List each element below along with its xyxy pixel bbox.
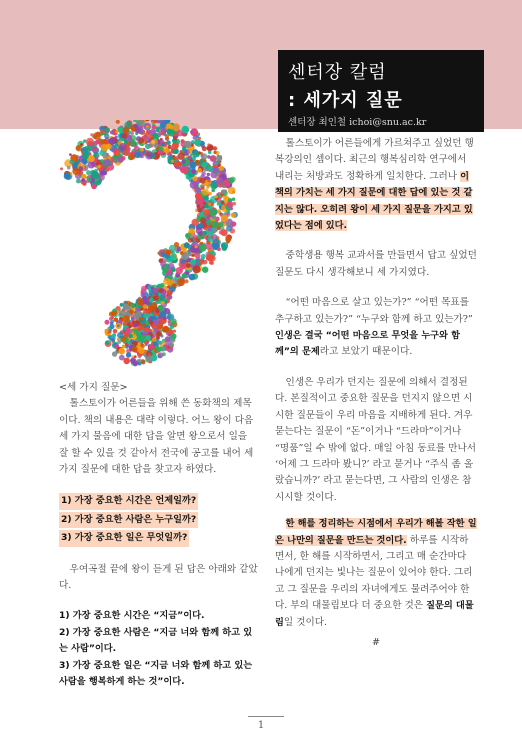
decorative-dot [145, 300, 150, 305]
decorative-dot [140, 335, 147, 342]
decorative-dot [134, 355, 137, 358]
book-caption: <세 가지 질문> [59, 382, 128, 393]
column-title-line2: : 세가지 질문 [288, 90, 403, 111]
decorative-dot [134, 124, 138, 128]
decorative-dot [158, 341, 162, 345]
decorative-dot [210, 235, 213, 238]
decorative-dot [116, 120, 120, 124]
decorative-dot [105, 329, 109, 333]
decorative-dot [146, 327, 150, 331]
decorative-dot [97, 174, 101, 178]
decorative-dot [168, 270, 172, 274]
decorative-dot [196, 227, 203, 234]
decorative-dot [210, 155, 217, 162]
decorative-dot [171, 253, 177, 259]
decorative-dot [117, 324, 120, 327]
decorative-dot [167, 129, 173, 135]
decorative-dot [129, 153, 136, 160]
decorative-dot [146, 309, 150, 313]
decorative-dot [152, 125, 157, 130]
decorative-dot [160, 128, 165, 133]
decorative-dot [134, 152, 140, 158]
decorative-dot [200, 178, 206, 184]
decorative-dot [105, 128, 110, 133]
decorative-dot [115, 343, 119, 347]
answer-3: 3) 가장 중요한 일은 “지금 너와 함께 하고 있는 사람을 행복하게 하는 것”이다. [59, 659, 253, 688]
decorative-dot [140, 148, 144, 152]
decorative-dot [112, 333, 116, 337]
decorative-dot [214, 240, 218, 244]
decorative-dot [215, 163, 218, 166]
decorative-dot [64, 172, 71, 179]
decorative-dot [137, 299, 144, 306]
column-title-box [278, 50, 484, 132]
decorative-dot [169, 342, 175, 348]
decorative-dot [225, 237, 231, 243]
decorative-dot [149, 344, 155, 350]
decorative-dot [119, 143, 127, 151]
decorative-dot [187, 156, 192, 161]
decorative-dot [127, 341, 130, 344]
paragraph-4: 인생은 우리가 던지는 질문에 의해서 결정된다. 본질적이고 중요한 질문을 던지지 않으면 시시한 질문들이 우리 마음을 지배하게 된다. 겨우 묻는다는 질문이 “돈”이거나 “드라마”이거나 “명품”일 수 밖에 없다. 매일 아침 동료를 만나서 ‘어제 그 드라마 봤니?’ 라고 묻거나 “주식 좀 올랐습니까?’ 라고 묻는다면, 그 사람의 인생은 참 시시할 것이다. [275, 376, 477, 503]
decorative-dot [143, 312, 150, 319]
decorative-dot [197, 168, 202, 173]
decorative-dot [123, 358, 130, 365]
decorative-dot [201, 186, 204, 189]
right-column [275, 136, 477, 651]
decorative-dot [160, 261, 166, 267]
decorative-dot [208, 227, 212, 231]
decorative-dot [140, 326, 144, 330]
question-3-text: 3) 가장 중요한 일은 무엇일까? [59, 530, 189, 546]
decorative-dot [174, 242, 179, 247]
decorative-dot [96, 140, 100, 144]
question-mark-dot-dots [105, 298, 178, 366]
decorative-dot [190, 181, 198, 189]
decorative-dot [173, 330, 176, 333]
page-number: 1 [257, 720, 265, 731]
paragraph-5-bold: 질문의 대물림 [275, 600, 474, 628]
decorative-dot [122, 133, 128, 139]
decorative-dot [122, 345, 126, 349]
decorative-dot [174, 133, 178, 137]
decorative-dot [221, 190, 226, 195]
decorative-dot [130, 358, 136, 364]
decorative-dot [195, 253, 201, 259]
answer-1: 1) 가장 중요한 시간은 “지금”이다. [59, 610, 205, 622]
decorative-dot [124, 139, 128, 143]
decorative-dot [184, 141, 191, 148]
decorative-dot [217, 247, 221, 251]
decorative-dot [180, 263, 186, 269]
decorative-dot [218, 222, 224, 228]
decorative-dot [189, 274, 196, 281]
paragraph-5-text: 하루를 시작하면서, 한 해를 시작하면서, 그리고 매 순간마다 나에게 던지는 빛나는 질문이 있어야 한다. 그리고 그 질문을 우리의 자녀에게도 물려주어야 한다. 부의 대물림보다 더 중요한 것은 [275, 534, 473, 612]
decorative-dot [231, 212, 236, 217]
decorative-dot [107, 340, 110, 343]
decorative-dot [195, 193, 202, 200]
decorative-dot [186, 272, 189, 275]
decorative-dot [82, 152, 89, 159]
decorative-dot [86, 170, 91, 175]
decorative-dot [146, 356, 153, 363]
decorative-dot [193, 265, 201, 273]
paragraph-3-text: “어떤 마음으로 살고 있는가?” “어떤 목표를 추구하고 있는가?” “누구와 함께 하고 있는가?” [275, 297, 473, 325]
decorative-dot [160, 309, 163, 312]
paragraph-1-text: 톨스토이가 어른들에게 가르쳐주고 싶었던 행복강의인 셈이다. 최근의 행복심리학 연구에서 내리는 처방과도 정확하게 일치한다. 그러나 [275, 138, 474, 182]
decorative-dot [103, 171, 108, 176]
decorative-dot [100, 159, 104, 163]
decorative-dot [206, 254, 214, 262]
decorative-dot [154, 319, 159, 324]
decorative-dot [215, 172, 218, 175]
left-column [59, 380, 259, 691]
decorative-dot [145, 152, 153, 160]
decorative-dot [86, 138, 94, 146]
decorative-dot [129, 334, 133, 338]
decorative-dot [211, 209, 217, 215]
decorative-dot [222, 245, 228, 251]
decorative-dot [190, 130, 193, 133]
decorative-dot [207, 173, 210, 176]
decorative-dot [155, 315, 158, 318]
paragraph-2: 중학생용 행복 교과서를 만들면서 답고 싶었던 질문도 다시 생각해보니 세 가지였다. [275, 250, 477, 278]
decorative-dot [140, 308, 143, 311]
decorative-dot [177, 153, 184, 160]
decorative-dot [217, 209, 221, 213]
intro-paragraph: 톨스토이가 어른들을 위해 쓴 동화책의 제목이다. 책의 내용은 대략 이렇다. 어느 왕이 다음 세 가지 물음에 대한 답을 알면 왕으로서 일을 잘 할 수 있을 것 같아서 전국에 공고를 내어 세 가지 질문에 대한 답을 찾고자 하였다. [59, 398, 254, 476]
decorative-dot [168, 152, 172, 156]
decorative-dot [152, 337, 157, 342]
decorative-dot [126, 352, 131, 357]
decorative-dot [199, 244, 207, 252]
question-2 [59, 511, 259, 529]
decorative-dot [184, 242, 189, 247]
decorative-dot [196, 136, 199, 139]
decorative-dot [172, 142, 179, 149]
decorative-dot [110, 319, 114, 323]
story-paragraph: 우여곡절 끝에 왕이 듣게 된 답은 아래와 같았다. [59, 563, 258, 592]
decorative-dot [193, 151, 199, 157]
decorative-dot [166, 140, 171, 145]
decorative-dot [156, 346, 162, 352]
decorative-dot [204, 204, 209, 209]
decorative-dot [216, 155, 222, 161]
decorative-dot [120, 303, 124, 307]
decorative-dot [83, 139, 86, 142]
decorative-dot [118, 348, 125, 355]
decorative-dot [171, 333, 177, 339]
decorative-dot [207, 143, 210, 146]
decorative-dot [79, 166, 83, 170]
decorative-dot [114, 149, 121, 156]
decorative-dot [174, 160, 181, 167]
decorative-dot [89, 145, 93, 149]
footer-rule [248, 716, 284, 717]
decorative-dot [69, 160, 73, 164]
decorative-dot [125, 328, 130, 333]
decorative-dot [150, 302, 157, 309]
decorative-dot [138, 342, 141, 345]
decorative-dot [122, 127, 129, 134]
decorative-dot [160, 283, 165, 288]
decorative-dot [223, 180, 231, 188]
decorative-dot [171, 318, 177, 324]
decorative-dot [211, 189, 215, 193]
decorative-dot [208, 151, 212, 155]
question-2-text: 2) 가장 중요한 사람은 누구일까? [59, 512, 198, 528]
decorative-dot [172, 124, 180, 132]
decorative-dot [190, 162, 197, 169]
decorative-dot [177, 279, 185, 287]
decorative-dot [207, 179, 210, 182]
end-mark: # [371, 636, 381, 648]
decorative-dot [206, 186, 209, 189]
decorative-dot [119, 317, 122, 320]
decorative-dot [213, 146, 217, 150]
decorative-dot [228, 187, 236, 195]
decorative-dot [138, 359, 142, 363]
paragraph-3 [275, 295, 477, 361]
decorative-dot [92, 147, 97, 152]
decorative-dot [154, 329, 158, 333]
decorative-dot [146, 335, 150, 339]
decorative-dot [180, 251, 184, 255]
decorative-dot [162, 326, 169, 333]
decorative-dot [198, 208, 203, 213]
decorative-dot [203, 209, 210, 216]
decorative-dot [195, 139, 201, 145]
decorative-dot [182, 126, 189, 133]
decorative-dot [143, 304, 148, 309]
decorative-dot [167, 285, 170, 288]
decorative-dot [114, 318, 118, 322]
decorative-dot [211, 221, 219, 229]
decorative-dot [91, 184, 96, 189]
decorative-dot [180, 166, 187, 173]
decorative-dot [158, 146, 163, 151]
decorative-dot [230, 225, 234, 229]
decorative-dot [88, 178, 92, 182]
paragraph-1 [275, 136, 477, 234]
decorative-dot [192, 169, 197, 174]
decorative-dot [146, 127, 149, 130]
decorative-dot [182, 160, 186, 164]
decorative-dot [100, 129, 105, 134]
decorative-dot [173, 137, 177, 141]
decorative-dot [155, 309, 159, 313]
decorative-dot [201, 171, 206, 176]
decorative-dot [123, 315, 130, 322]
decorative-dot [81, 178, 85, 182]
decorative-dot [192, 254, 195, 257]
decorative-dot [134, 319, 137, 322]
decorative-dot [133, 323, 138, 328]
decorative-dot [130, 141, 136, 147]
decorative-dot [130, 303, 135, 308]
decorative-dot [74, 166, 77, 169]
decorative-dot [209, 251, 212, 254]
decorative-dot [211, 215, 216, 220]
decorative-dot [157, 352, 163, 358]
decorative-dot [208, 192, 211, 195]
decorative-dot [138, 138, 144, 144]
decorative-dot [161, 143, 164, 146]
question-3 [59, 529, 259, 547]
decorative-dot [97, 165, 100, 168]
decorative-dot [200, 152, 203, 155]
paragraph-1-highlight: 이 책의 가치는 세 가지 질문에 대한 답에 있는 것 같지는 않다. 오히려 왕이 세 가지 질문을 가지고 있었다는 점에 있다. [275, 170, 473, 232]
decorative-dot [213, 151, 216, 154]
decorative-dot [199, 260, 204, 265]
question-1-text: 1) 가장 중요한 시간은 언제일까? [59, 493, 198, 509]
decorative-dot [118, 310, 124, 316]
decorative-dot [212, 168, 215, 171]
decorative-dot [115, 130, 118, 133]
question-1 [59, 492, 259, 510]
decorative-dot [102, 152, 108, 158]
paragraph-5-highlight: 한 해를 정리하는 시점에서 우리가 해볼 작한 일은 나만의 질문을 만드는 것이다. [275, 518, 477, 546]
decorative-dot [202, 146, 207, 151]
decorative-dot [138, 348, 145, 355]
decorative-dot [156, 136, 160, 140]
decorative-dot [106, 144, 112, 150]
paragraph-3-tail: 라고 보았기 때문이다. [319, 346, 413, 358]
decorative-dot [219, 166, 224, 171]
decorative-dot [201, 254, 206, 259]
decorative-dot [172, 268, 176, 272]
decorative-dot [171, 160, 174, 163]
question-mark-dot-illustration [90, 290, 190, 370]
decorative-dot [157, 324, 162, 329]
decorative-dot [60, 167, 63, 170]
decorative-dot [97, 155, 100, 158]
decorative-dot [153, 143, 158, 148]
decorative-dot [132, 346, 138, 352]
decorative-dot [165, 134, 169, 138]
decorative-dot [76, 145, 83, 152]
decorative-dot [111, 311, 117, 317]
decorative-dot [135, 127, 141, 133]
column-title-line1: 센터장 칼럼 [288, 62, 387, 83]
decorative-dot [169, 347, 173, 351]
decorative-dot [113, 329, 118, 334]
paragraph-3-bold: 인생은 결국 “어떤 마음으로 무엇을 누구와 함께”의 문제 [275, 330, 460, 358]
decorative-dot [226, 201, 233, 208]
decorative-dot [76, 179, 81, 184]
decorative-dot [184, 279, 188, 283]
answer-2: 2) 가장 중요한 사람은 “지금 너와 함께 하고 있는 사람”이다. [59, 626, 253, 655]
decorative-dot [186, 263, 191, 268]
decorative-dot [140, 319, 146, 325]
decorative-dot [188, 238, 193, 243]
decorative-dot [166, 249, 172, 255]
decorative-dot [160, 122, 166, 128]
decorative-dot [117, 340, 121, 344]
decorative-dot [200, 218, 206, 224]
decorative-dot [163, 316, 167, 320]
decorative-dot [93, 132, 101, 140]
decorative-dot [123, 304, 129, 310]
decorative-dot [190, 259, 196, 265]
decorative-dot [138, 305, 141, 308]
decorative-dot [226, 212, 229, 215]
decorative-dot [196, 204, 200, 208]
author-byline: 센터장 최인철 ichoi@snu.ac.kr [288, 117, 427, 128]
paragraph-5-tail: 일 것이다. [283, 616, 328, 628]
decorative-dot [217, 182, 223, 188]
decorative-dot [221, 215, 228, 222]
decorative-dot [230, 207, 233, 210]
decorative-dot [135, 308, 139, 312]
decorative-dot [67, 166, 71, 170]
decorative-dot [121, 156, 126, 161]
decorative-dot [105, 320, 110, 325]
decorative-dot [117, 332, 123, 338]
decorative-dot [160, 138, 163, 141]
decorative-dot [202, 267, 208, 273]
decorative-dot [173, 157, 176, 160]
decorative-dot [104, 134, 109, 139]
decorative-dot [195, 245, 198, 248]
decorative-dot [149, 144, 152, 147]
paragraph-5 [275, 516, 477, 631]
decorative-dot [214, 195, 218, 199]
decorative-dot [109, 324, 114, 329]
